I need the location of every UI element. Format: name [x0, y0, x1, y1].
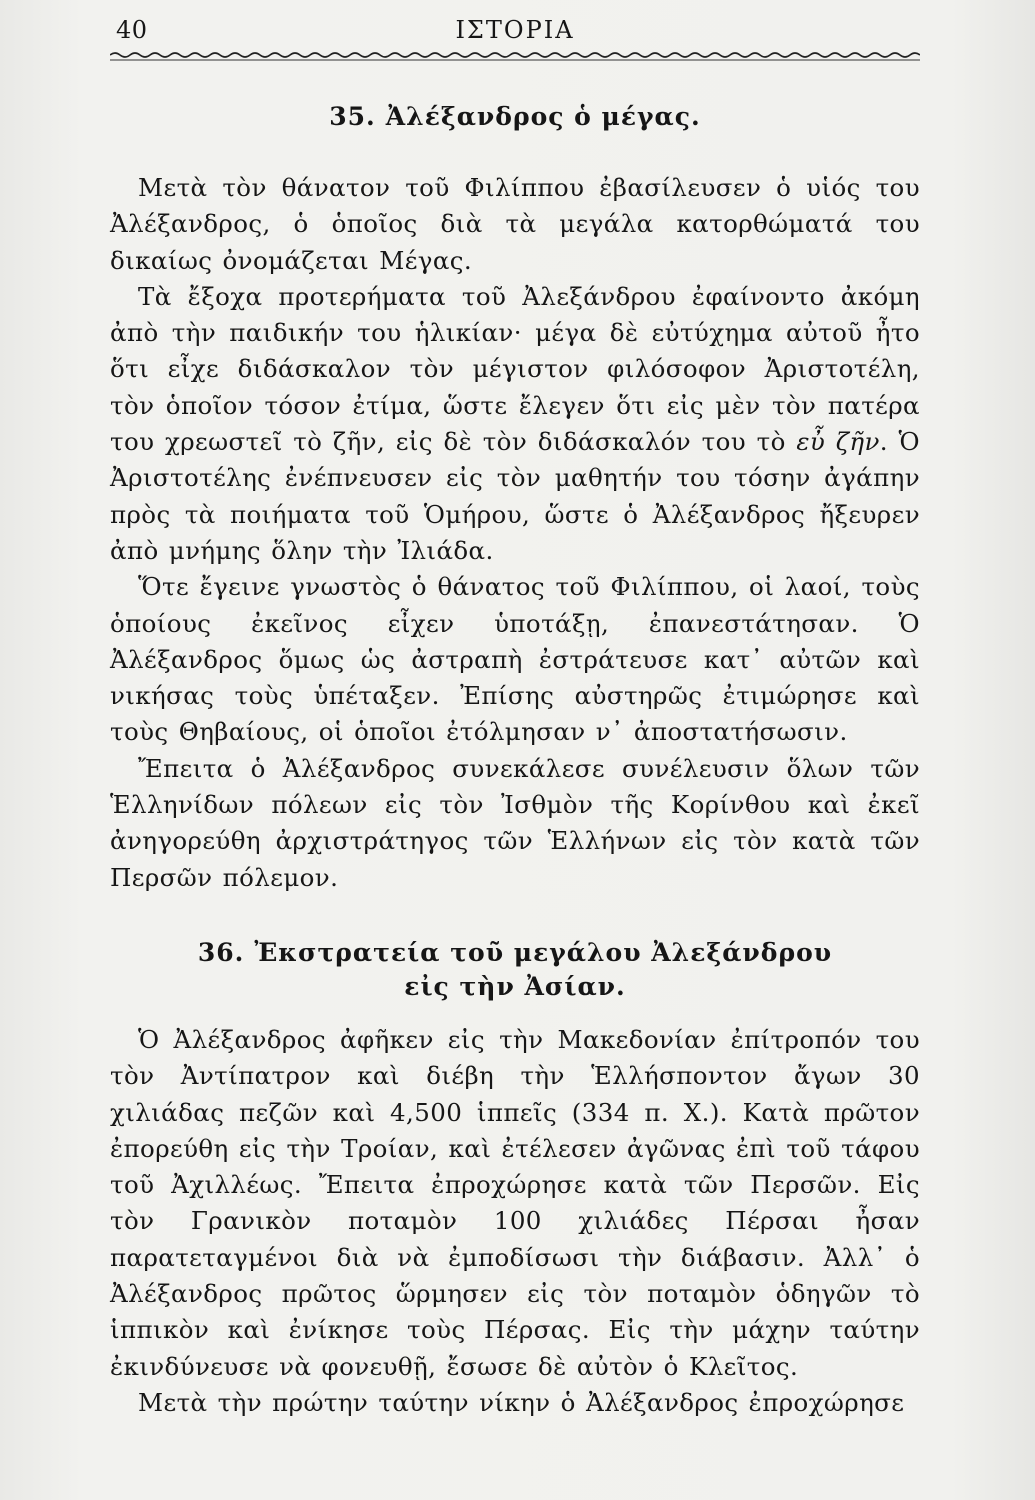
section-title: Ἀλέξανδρος ὁ μέγας.	[385, 102, 701, 131]
section-title-line-2: εἰς τὴν Ἀσίαν.	[404, 971, 626, 1001]
page-content	[110, 100, 920, 1421]
section-heading-36	[110, 936, 920, 1004]
running-head	[110, 14, 920, 48]
paragraph-text: . Ὁ Ἀριστοτέλης ἐνέπνευσεν εἰς τὸν μαθητήν του τόσην ἀγάπην πρὸς τὰ ποιήματα τοῦ Ὁμήρου, ὥστε ὁ Ἀλέξανδρος ἤξευρεν ἀπὸ μνήμης ὅλην τὴν Ἰλιάδα.	[110, 427, 920, 565]
section-heading-35	[110, 100, 920, 134]
section-number: 35.	[329, 102, 376, 131]
paragraph: Μετὰ τὸν θάνατον τοῦ Φιλίππου ἐβασίλευσεν ὁ υἱός του Ἀλέξανδρος, ὁ ὁποῖος διὰ τὰ μεγάλα κατορθώματά του δικαίως ὀνομάζεται Μέγας.	[110, 173, 920, 275]
paragraph: Ὁ Ἀλέξανδρος ἀφῆκεν εἰς τὴν Μακεδονίαν ἐπίτροπόν του τὸν Ἀντίπατρον καὶ διέβη τὴν Ἑλλήσποντον ἄγων 30 χιλιάδας πεζῶν καὶ 4,500 ἱππεῖς (334 π. Χ.). Κατὰ πρῶτον ἐπορεύθη εἰς τὴν Τροίαν, καὶ ἐτέλεσεν ἀγῶνας ἐπὶ τοῦ τάφου τοῦ Ἀχιλλέως. Ἔπειτα ἐπροχώρησε κατὰ τῶν Περσῶν. Εἰς τὸν Γρανικὸν ποταμὸν 100 χιλιάδες Πέρσαι ἦσαν παρατεταγμένοι διὰ νὰ ἐμποδίσωσι τὴν διάβασιν. Ἀλλ᾽ ὁ Ἀλέξανδρος πρῶτος ὥρμησεν εἰς τὸν ποταμὸν ὁδηγῶν τὸ ἱππικὸν καὶ ἐνίκησε τοὺς Πέρσας. Εἰς τὴν μάχην ταύτην ἐκινδύνευσε νὰ φονευθῇ, ἔσωσε δὲ αὐτὸν ὁ Κλεῖτος.	[110, 1024, 920, 1381]
paragraph: Ὅτε ἔγεινε γνωστὸς ὁ θάνατος τοῦ Φιλίππου, οἱ λαοί, τοὺς ὁποίους ἐκεῖνος εἶχεν ὑποτάξῃ, ἐπανεστάτησαν. Ὁ Ἀλέξανδρος ὅμως ὡς ἀστραπὴ ἐστράτευσε κατ᾽ αὐτῶν καὶ νικήσας τοὺς ὑπέταξεν. Ἐπίσης αὐστηρῶς ἐτιμώρησε καὶ τοὺς Θηβαίους, οἱ ὁποῖοι ἐτόλμησαν ν᾽ ἀποστατήσωσιν.	[110, 572, 920, 747]
section-title-line-1: Ἐκστρατεία τοῦ μεγάλου Ἀλεξάνδρου	[254, 937, 833, 967]
emphasis-text: εὖ ζῆν	[796, 427, 880, 457]
paragraph-text: Τὰ ἔξοχα προτερήματα τοῦ Ἀλεξάνδρου ἐφαίνοντο ἀκόμη ἀπὸ τὴν παιδικήν του ἡλικίαν· μέγα δὲ εὐτύχημα αὐτοῦ ἦτο ὅτι εἶχε διδάσκαλον τὸν μέγιστον φιλόσοφον Ἀριστοτέλη, τὸν ὁποῖον τόσον ἐτίμα, ὥστε ἔλεγεν ὅτι εἰς μὲν τὸν πατέρα του χρεωστεῖ τὸ ζῆν, εἰς δὲ τὸν διδάσκαλόν του τὸ	[110, 281, 920, 457]
paragraph	[110, 279, 920, 569]
paragraph: Μετὰ τὴν πρώτην ταύτην νίκην ὁ Ἀλέξανδρος ἐπροχώρησε	[138, 1387, 905, 1417]
decorative-wavy-rule	[110, 50, 920, 64]
section-number: 36.	[197, 937, 245, 967]
running-title: ΙΣΤΟΡΙΑ	[455, 16, 575, 44]
paragraph: Ἔπειτα ὁ Ἀλέξανδρος συνεκάλεσε συνέλευσιν ὅλων τῶν Ἑλληνίδων πόλεων εἰς τὸν Ἰσθμὸν τῆς Κορίνθου καὶ ἐκεῖ ἀνηγορεύθη ἀρχιστράτηγος τῶν Ἑλλήνων εἰς τὸν κατὰ τῶν Περσῶν πόλεμον.	[110, 753, 920, 892]
page-number: 40	[116, 16, 148, 44]
